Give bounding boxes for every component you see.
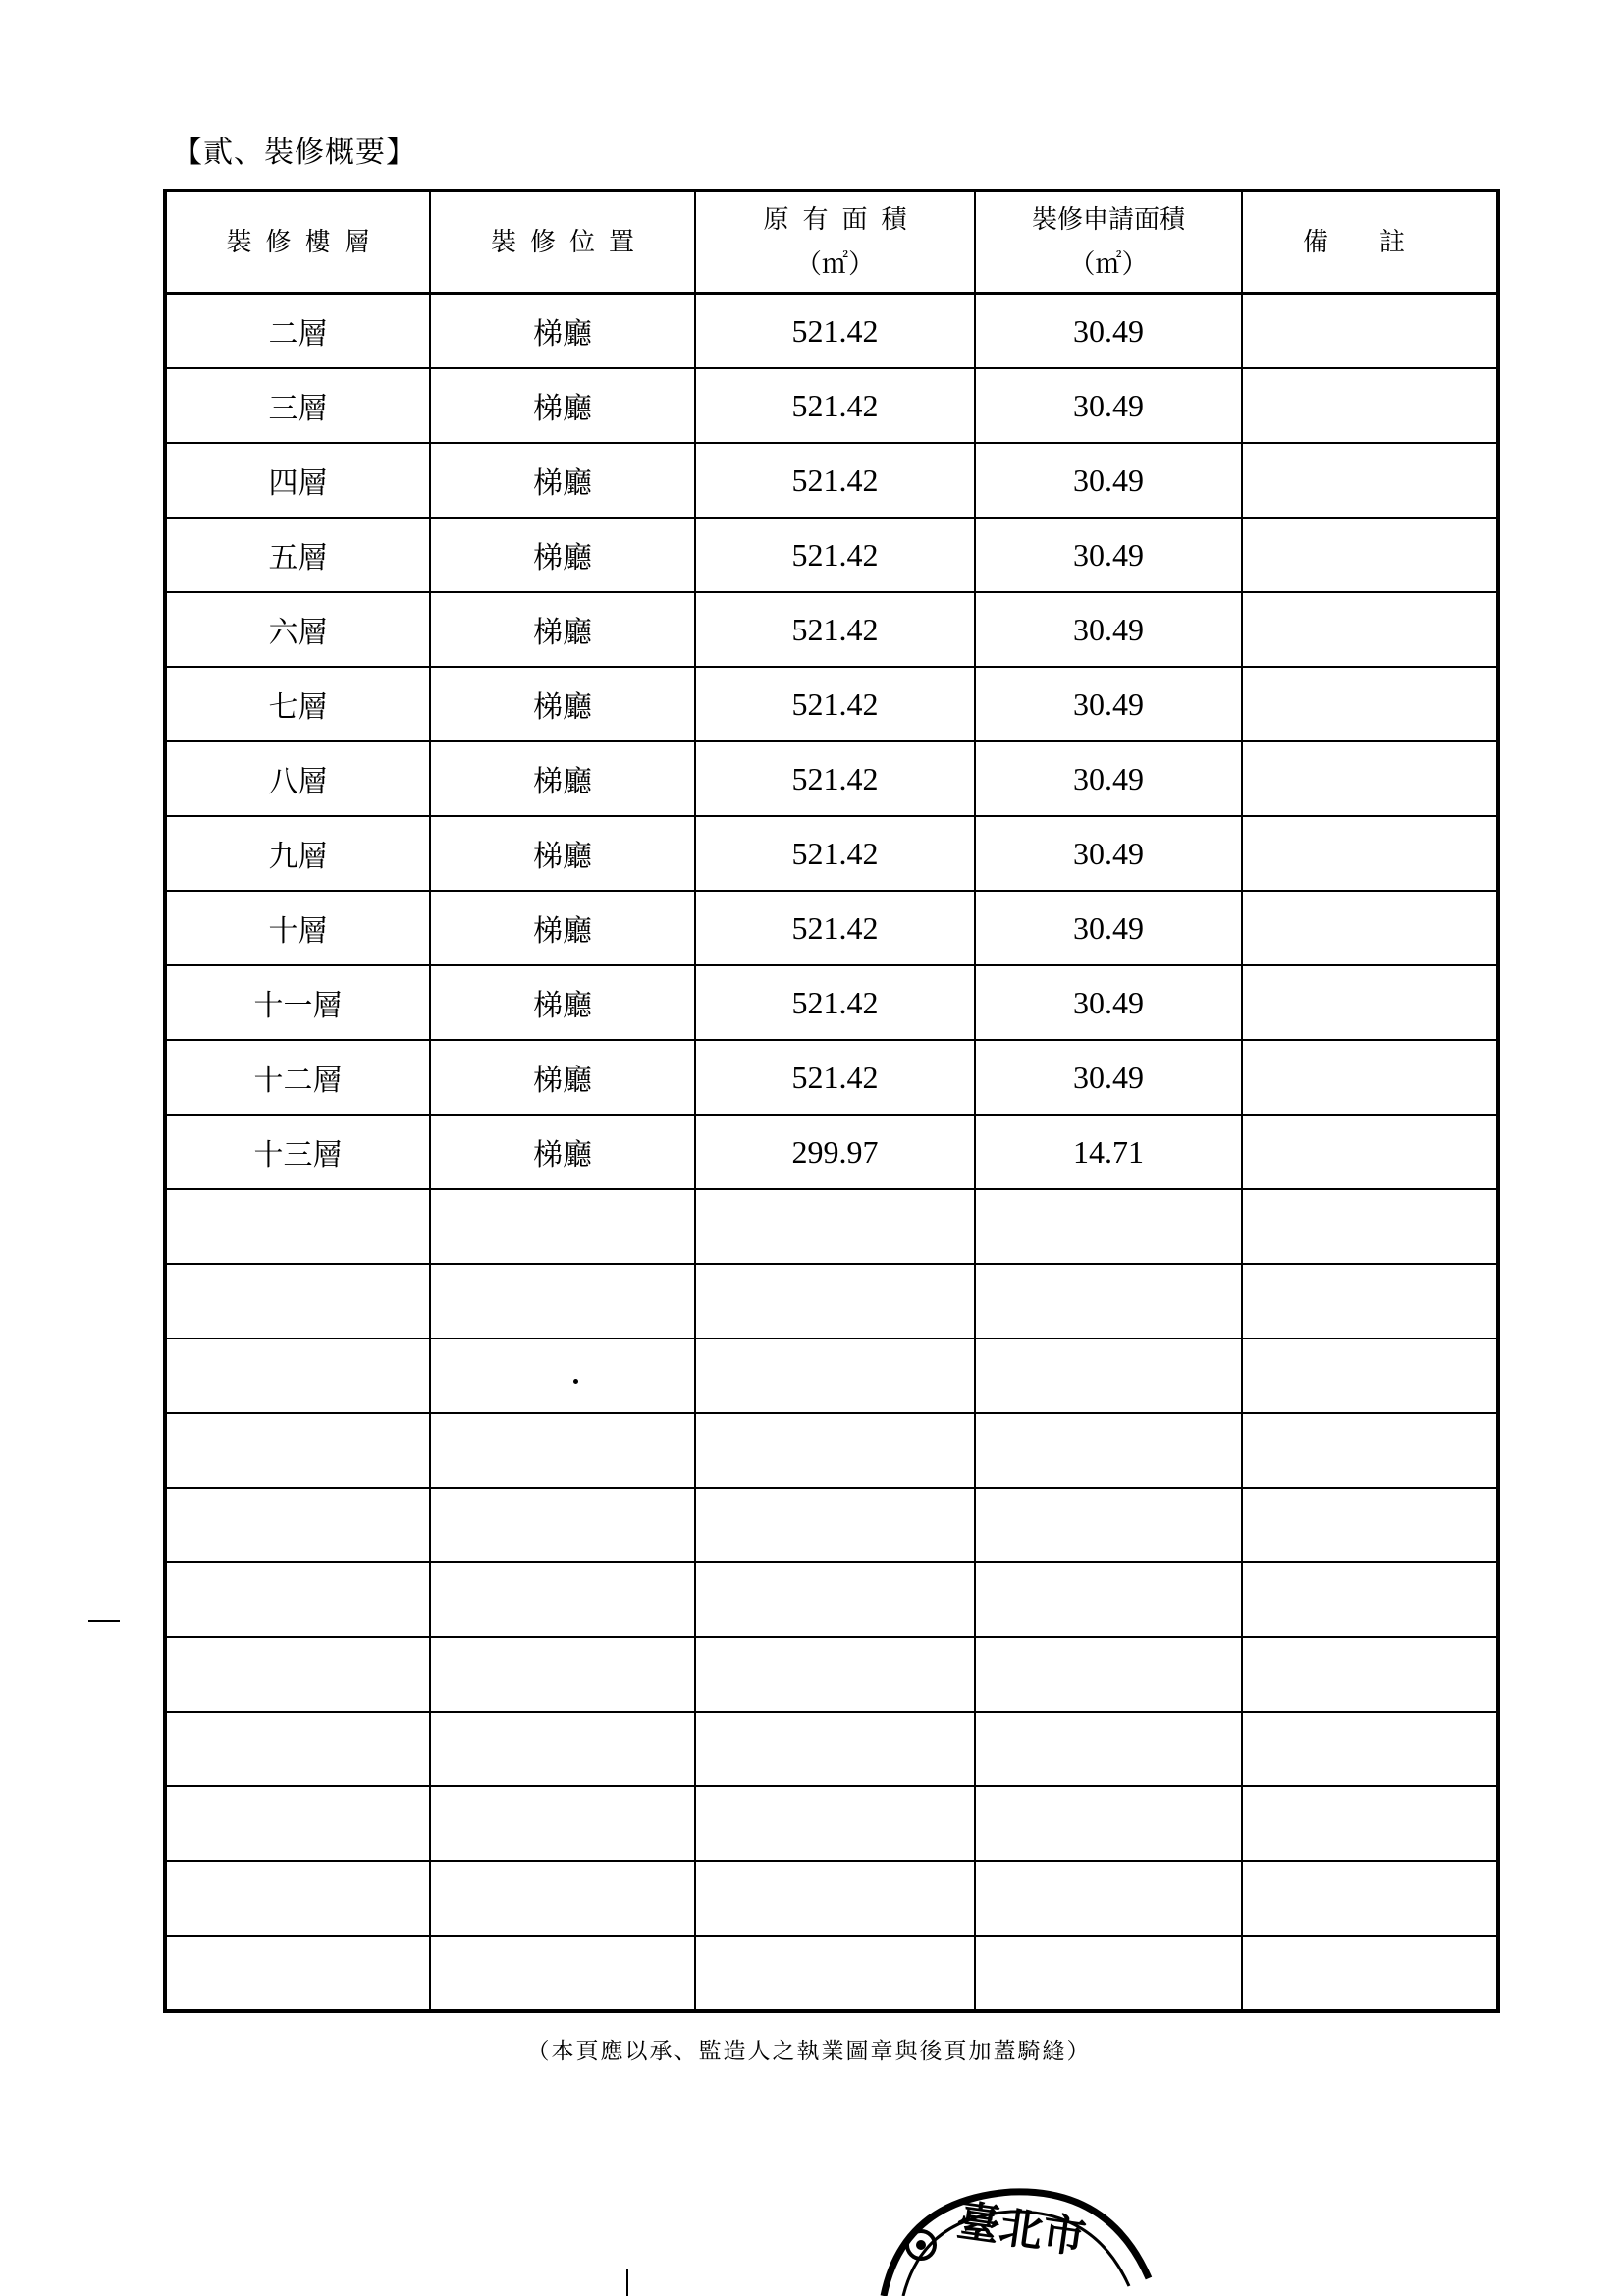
- cell-remarks: [1242, 1264, 1498, 1339]
- cell-location: 梯廳: [430, 891, 695, 965]
- cell-location: [430, 1936, 695, 2011]
- cell-requested-area: [975, 1189, 1242, 1264]
- table-row: [165, 1189, 1498, 1264]
- header-remarks: 備註: [1242, 191, 1498, 294]
- cell-original-area: 521.42: [695, 667, 975, 741]
- cell-floor: 十層: [165, 891, 430, 965]
- cell-original-area: [695, 1189, 975, 1264]
- header-requested-area-unit: （㎡）: [1068, 248, 1149, 280]
- table-row: [165, 1861, 1498, 1936]
- cell-requested-area: 30.49: [975, 1040, 1242, 1115]
- table-header-row: [165, 191, 1498, 294]
- cell-location: 梯廳: [430, 294, 695, 369]
- cell-remarks: [1242, 1861, 1498, 1936]
- cell-remarks: [1242, 816, 1498, 891]
- cell-requested-area: 30.49: [975, 443, 1242, 518]
- cell-original-area: [695, 1264, 975, 1339]
- cell-original-area: [695, 1861, 975, 1936]
- cell-remarks: [1242, 1339, 1498, 1413]
- table-row: [165, 1712, 1498, 1786]
- cell-original-area: [695, 1637, 975, 1712]
- cell-original-area: [695, 1786, 975, 1861]
- cell-location: [430, 1413, 695, 1488]
- cell-requested-area: 30.49: [975, 294, 1242, 369]
- scan-artifact: [626, 2269, 628, 2296]
- svg-text:臺北市: 臺北市: [953, 2196, 1089, 2265]
- scan-artifact: [88, 1620, 120, 1622]
- table-row: [165, 1040, 1498, 1115]
- cell-remarks: [1242, 1936, 1498, 2011]
- cell-requested-area: 30.49: [975, 891, 1242, 965]
- table-row: [165, 891, 1498, 965]
- cell-floor: [165, 1189, 430, 1264]
- table-row: [165, 741, 1498, 816]
- cell-location: [430, 1562, 695, 1637]
- cell-floor: 十三層: [165, 1115, 430, 1189]
- cell-location: 梯廳: [430, 667, 695, 741]
- header-requested-area: 裝修申請面積 （㎡）: [975, 191, 1242, 294]
- table-row: [165, 518, 1498, 592]
- cell-location: 梯廳: [430, 1115, 695, 1189]
- cell-floor: [165, 1413, 430, 1488]
- cell-original-area: [695, 1339, 975, 1413]
- cell-floor: 九層: [165, 816, 430, 891]
- cell-floor: 七層: [165, 667, 430, 741]
- cell-floor: [165, 1637, 430, 1712]
- cell-location: 梯廳: [430, 368, 695, 443]
- table-row: [165, 1562, 1498, 1637]
- cell-floor: 二層: [165, 294, 430, 369]
- cell-requested-area: [975, 1637, 1242, 1712]
- cell-location: [430, 1861, 695, 1936]
- cell-location: [430, 1637, 695, 1712]
- cell-original-area: [695, 1413, 975, 1488]
- cell-floor: [165, 1786, 430, 1861]
- table-row: [165, 368, 1498, 443]
- cell-remarks: [1242, 1115, 1498, 1189]
- cell-requested-area: [975, 1861, 1242, 1936]
- official-seal: [864, 2170, 1159, 2296]
- cell-location: 梯廳: [430, 443, 695, 518]
- cell-floor: 四層: [165, 443, 430, 518]
- cell-location: 梯廳: [430, 741, 695, 816]
- table-row: [165, 1786, 1498, 1861]
- cell-location: 梯廳: [430, 1040, 695, 1115]
- table-body: [165, 294, 1498, 2012]
- cell-original-area: 521.42: [695, 368, 975, 443]
- cell-location: 梯廳: [430, 518, 695, 592]
- cell-original-area: 521.42: [695, 1040, 975, 1115]
- cell-remarks: [1242, 741, 1498, 816]
- cell-original-area: 521.42: [695, 965, 975, 1040]
- cell-floor: [165, 1861, 430, 1936]
- cell-floor: [165, 1488, 430, 1562]
- table-row: [165, 1488, 1498, 1562]
- cell-requested-area: [975, 1562, 1242, 1637]
- cell-original-area: 521.42: [695, 294, 975, 369]
- cell-original-area: [695, 1562, 975, 1637]
- header-floor: 裝修樓層: [165, 191, 430, 294]
- cell-original-area: 521.42: [695, 592, 975, 667]
- cell-location: [430, 1189, 695, 1264]
- table-row: [165, 294, 1498, 369]
- cell-requested-area: [975, 1712, 1242, 1786]
- cell-remarks: [1242, 1712, 1498, 1786]
- cell-floor: [165, 1936, 430, 2011]
- cell-requested-area: [975, 1264, 1242, 1339]
- table-row: [165, 443, 1498, 518]
- table-row: [165, 1264, 1498, 1339]
- cell-remarks: [1242, 443, 1498, 518]
- cell-location: [430, 1339, 695, 1413]
- cell-floor: [165, 1712, 430, 1786]
- cell-remarks: [1242, 1637, 1498, 1712]
- cell-location: [430, 1264, 695, 1339]
- cell-requested-area: [975, 1936, 1242, 2011]
- table-row: [165, 965, 1498, 1040]
- renovation-summary-table: [163, 189, 1500, 2013]
- cell-floor: 六層: [165, 592, 430, 667]
- cell-floor: [165, 1339, 430, 1413]
- cell-floor: [165, 1264, 430, 1339]
- cell-original-area: [695, 1712, 975, 1786]
- table-row: [165, 1936, 1498, 2011]
- cell-requested-area: 30.49: [975, 518, 1242, 592]
- cell-floor: 五層: [165, 518, 430, 592]
- cell-requested-area: [975, 1488, 1242, 1562]
- cell-remarks: [1242, 1189, 1498, 1264]
- cell-original-area: 521.42: [695, 816, 975, 891]
- cell-remarks: [1242, 891, 1498, 965]
- cell-location: [430, 1488, 695, 1562]
- cell-remarks: [1242, 368, 1498, 443]
- cell-remarks: [1242, 667, 1498, 741]
- cell-original-area: 299.97: [695, 1115, 975, 1189]
- cell-requested-area: 14.71: [975, 1115, 1242, 1189]
- cell-requested-area: 30.49: [975, 368, 1242, 443]
- cell-requested-area: 30.49: [975, 816, 1242, 891]
- table-row: [165, 1413, 1498, 1488]
- cell-remarks: [1242, 592, 1498, 667]
- cell-remarks: [1242, 1040, 1498, 1115]
- cell-remarks: [1242, 518, 1498, 592]
- cell-original-area: 521.42: [695, 741, 975, 816]
- cell-location: [430, 1712, 695, 1786]
- cell-location: 梯廳: [430, 965, 695, 1040]
- cell-location: [430, 1786, 695, 1861]
- cell-requested-area: 30.49: [975, 741, 1242, 816]
- cell-location: 梯廳: [430, 592, 695, 667]
- cell-remarks: [1242, 294, 1498, 369]
- cell-requested-area: 30.49: [975, 592, 1242, 667]
- cell-original-area: 521.42: [695, 518, 975, 592]
- table-row: [165, 1637, 1498, 1712]
- header-location: 裝修位置: [430, 191, 695, 294]
- table-row: [165, 1115, 1498, 1189]
- table-row: [165, 667, 1498, 741]
- cell-original-area: 521.42: [695, 891, 975, 965]
- table-row: [165, 1339, 1498, 1413]
- cell-floor: [165, 1562, 430, 1637]
- cell-remarks: [1242, 965, 1498, 1040]
- cell-requested-area: 30.49: [975, 965, 1242, 1040]
- cell-remarks: [1242, 1488, 1498, 1562]
- table-row: [165, 592, 1498, 667]
- cell-remarks: [1242, 1413, 1498, 1488]
- cell-requested-area: [975, 1786, 1242, 1861]
- cell-requested-area: [975, 1413, 1242, 1488]
- cell-original-area: [695, 1488, 975, 1562]
- cell-location: 梯廳: [430, 816, 695, 891]
- header-original-area-unit: （㎡）: [795, 248, 875, 280]
- cell-floor: 十二層: [165, 1040, 430, 1115]
- cell-requested-area: [975, 1339, 1242, 1413]
- cell-original-area: 521.42: [695, 443, 975, 518]
- scan-artifact: [573, 1379, 578, 1384]
- table-row: [165, 816, 1498, 891]
- cell-remarks: [1242, 1562, 1498, 1637]
- footnote: （本頁應以承、監造人之執業圖章與後頁加蓋騎縫）: [526, 2039, 1092, 2064]
- header-original-area: 原有面積 （㎡）: [695, 191, 975, 294]
- section-title: 【貳、裝修概要】: [173, 136, 416, 170]
- cell-requested-area: 30.49: [975, 667, 1242, 741]
- cell-original-area: [695, 1936, 975, 2011]
- cell-floor: 三層: [165, 368, 430, 443]
- cell-remarks: [1242, 1786, 1498, 1861]
- cell-floor: 八層: [165, 741, 430, 816]
- cell-floor: 十一層: [165, 965, 430, 1040]
